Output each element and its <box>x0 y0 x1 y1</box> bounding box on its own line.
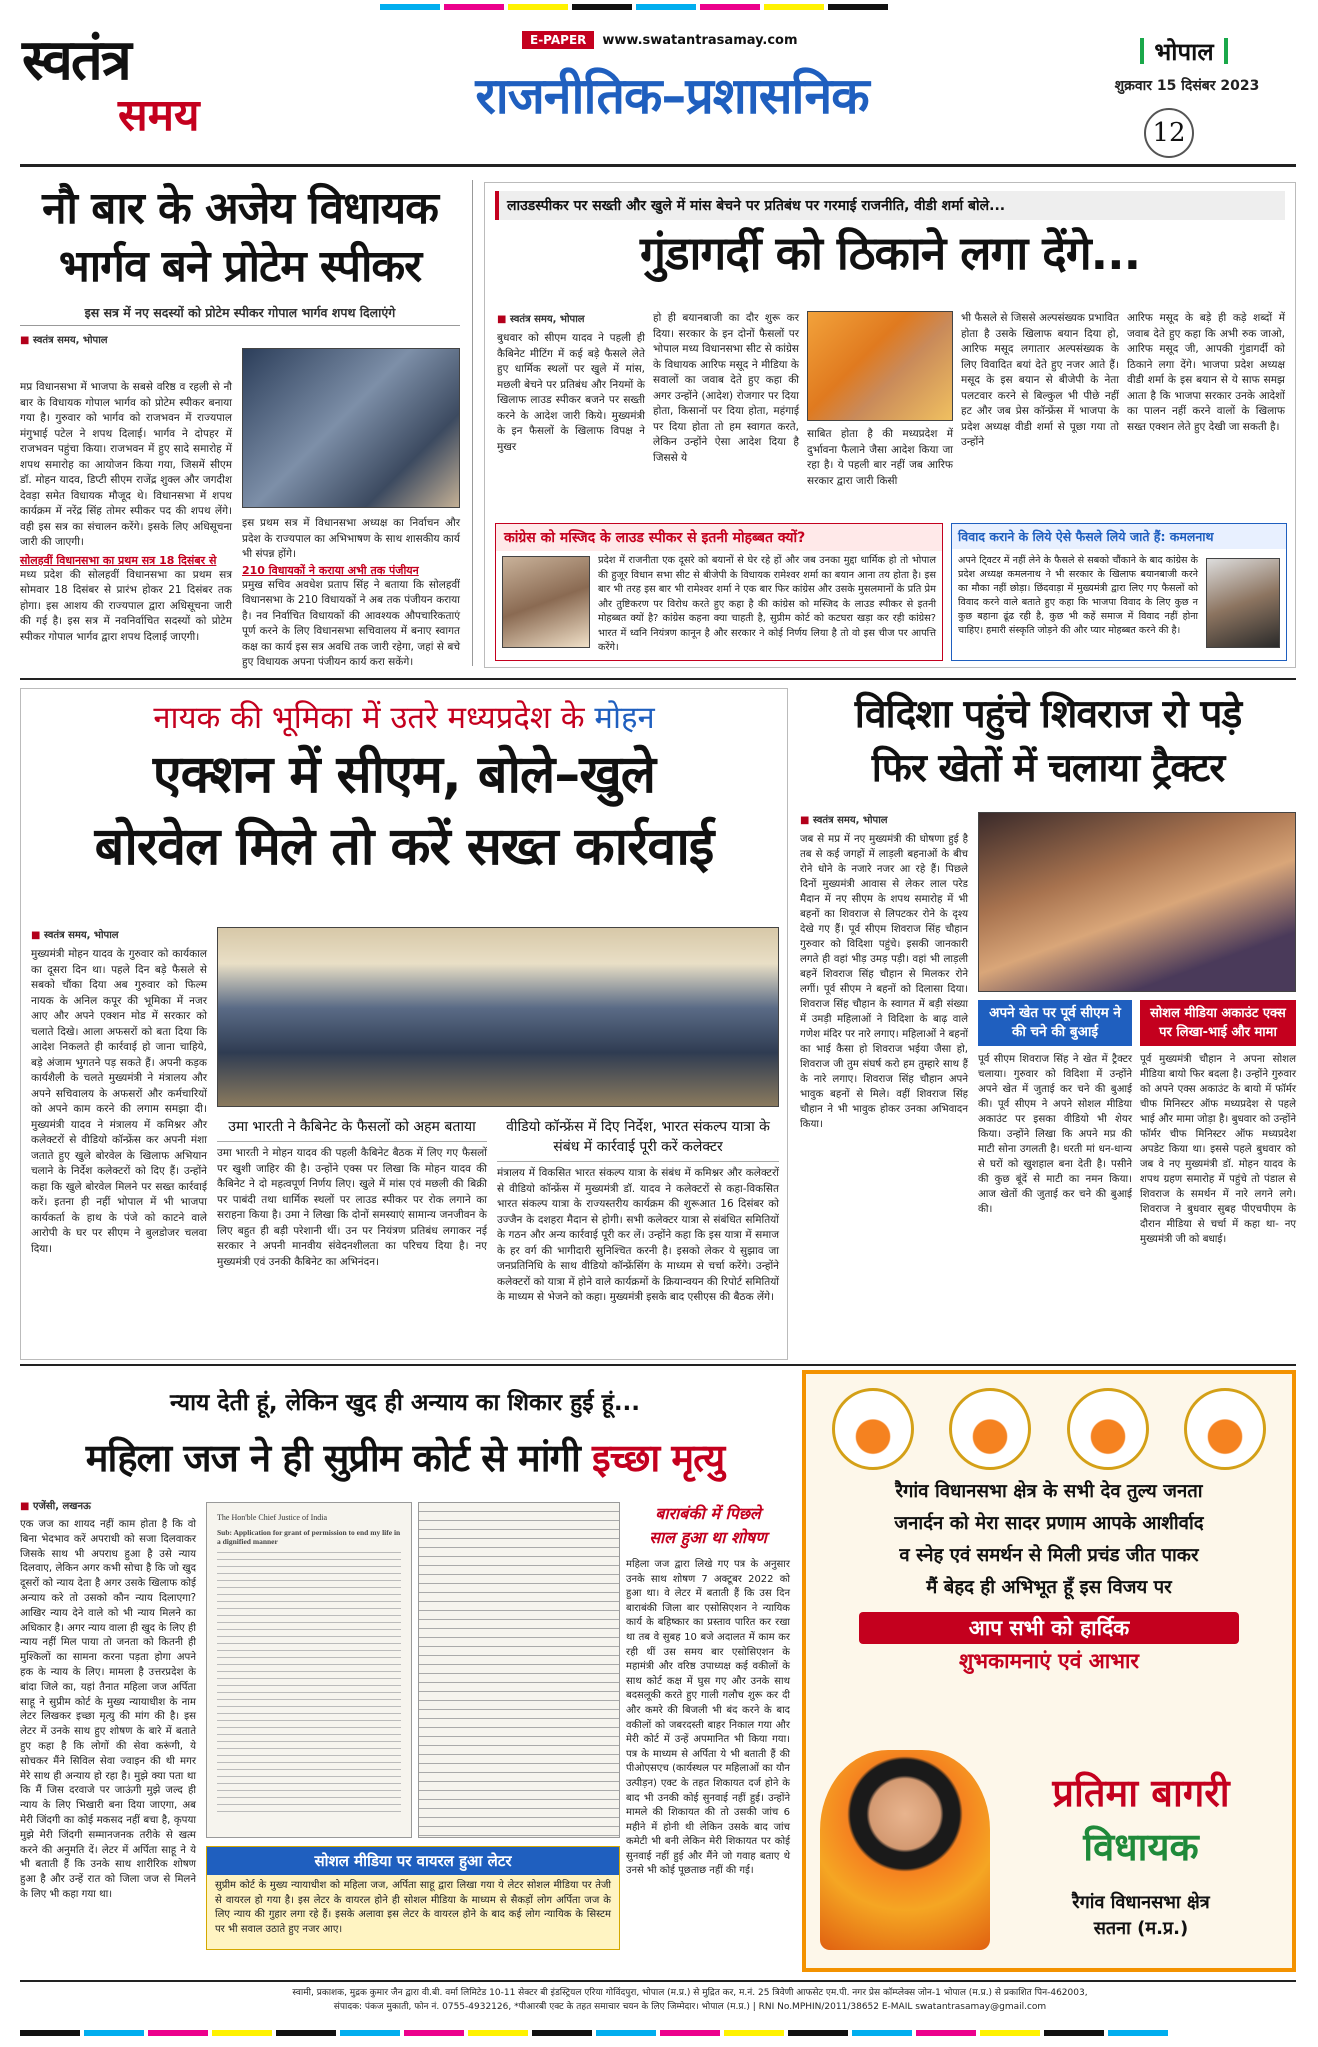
judge-letter-page1: The Hon'ble Chief Justice of India Sub: Application for grant of permission to end my life in a dignified manner <box>206 1502 412 1838</box>
story4-col1: ■ स्वतंत्र समय, भोपाल जब से मप्र में नए मुख्यमंत्री की घोषणा हुई है तब से कई जगहों में लाड़ली बहनाओं के बीच रोने धोने के नजारे नजर आ रहे हैं। पिछले दिनों मुख्यमंत्री आवास से लेकर लाल परेड मैदान में नए सीएम के शपथ समारोह में भी बहनों का शिवराज से लिपटकर रोने के दृश्य देखे गए हैं। पूर्व सीएम शिवराज सिंह चौहान गुरुवार को विदिशा पहुंचे। इसकी जानकारी लगते ही वहां भीड़ उमड़ पड़ी। वहां भी लाड़ली बहनें शिवराज सिंह चौहान से मिलकर रोने लगीं। पूर्व सीएम ने बहनों को दिलासा दिया। शिवराज सिंह चौहान के स्वागत में बड़ी संख्या में उमड़ी महिलाओं ने विदिशा के बाढ़ वाले गणेश मंदिर पर नारे लगाए। महिलाओं ने बहनों का भाई कैसा हो शिवराज भईया जैसा हो, शिवराज जी तुम संघर्ष करो हम तुम्हारे साथ हैं के नारे लगाए। शिवराज सिंह चौहान अपने भावुक बहनों से मिले। वहीं शिवराज सिंह चौहान ने भी भावुक होकर उनका अभिवादन किया। <box>800 812 968 1132</box>
photo-pratima-bagri <box>820 1750 990 1950</box>
photo-vd-sharma <box>807 311 953 421</box>
page-number: 12 <box>1144 108 1194 158</box>
logo <box>22 28 272 168</box>
story5-col1: ■ एजेंसी, लखनऊ एक जज का शायद नहीं काम होता है कि वो बिना भेदभाव करें अपराधी को सजा दिलवाकर जिसके साथ भी अपराध हुआ है उसे न्याय दिलवाए, लेकिन अगर कभी सोचा है कि जो खुद दूसरों को न्याय देता है अगर उसके खिलाफ कोई अन्याय करे तो उसको कौन न्याय दिलाएगा? आखिर न्याय देने वाले को भी न्याय मिलने का अधिकार है। अगर न्याय वाला ही खुद के लिए ही न्याय नहीं मिल पाया तो जनता को कितनी ही मुश्किलों का सामना करना पड़ता होगा अपने हक के न्याय के लिए। मामला है उत्तरप्रदेश के बांदा जिले का, यहां तैनात महिला जज अर्पिता साहू ने सुप्रीम कोर्ट के मुख्य न्यायाधीश के नाम लेटर लिखकर इच्छा मृत्यु की मांग की है। इस लेटर में उनके साथ हुए शोषण के बारे में बताते हुए कहा है कि लोगों की सेवा करूंगी, ये सोचकर मैंने सिविल सेवा ज्वाइन की थी मगर मेरे साथ ही अन्याय हो रहा है। मुझे क्या पता था कि मैं जिस दरवाजे पर जाऊंगी मुझे जल्द ही न्याय के लिए भिखारी बना दिया जाएगा, अब मेरी जिंदगी का कोई मकसद नहीं बचा है, कृपया मुझे मेरी जिंदगी सम्मानजनक तरीके से खत्म करने की अनुमति दें। लेटर में अर्पिता साहू ने ये भी बताती हैं कि उनके साथ शारीरिक शोषण हुआ है और उन्हें रात को जिला जज से मिलने के लिए भी कहा गया था। <box>20 1498 196 1903</box>
section-divider-2 <box>20 1364 1296 1366</box>
section-divider-1 <box>20 678 1296 680</box>
ad-designation: विधायक <box>1083 1825 1199 1869</box>
headline-protem-l1: नौ बार के अजेय विधायक <box>42 183 438 234</box>
epaper-label: E-PAPER <box>522 31 594 49</box>
ad-message: रैगांव विधानसभा क्षेत्र के सभी देव तुल्य जनता जनार्दन को मेरा सादर प्रणाम आपके आशीर्वाद व स्नेह एवं समर्थन से मिली प्रचंड जीत पाकर मैं बेहद ही अभिभूत हूँ इस विजय पर <box>894 1481 1204 1598</box>
column-divider-1 <box>472 180 473 666</box>
ad-lotus-row <box>806 1374 1292 1476</box>
caption-video-conference: वीडियो कॉन्फ्रेंस में दिए निर्देश, भारत संकल्प यात्रा के संबंध में कार्रवाई पूरी करें कलेक्टर <box>497 1117 779 1162</box>
story-protem-speaker <box>20 180 460 680</box>
box-kamalnath-text: अपने टि्वटर में नहीं लेने के फैसले से सबको चौंकाने के बाद कांग्रेस के प्रदेश अध्यक्ष कमलनाथ ने भी सरकार के खिलाफ बयानबाजी करने का मौका नहीं छोड़ा। छिंदवाड़ा में मुख्यमंत्री द्वारा लिए गए फैसलों को विवाद करने वाले बताते हुए कहा कि भाजपा विवाद के लिए कुछ न कुछ बहाना ढूंढ रही है, कुछ भी कहें समाज में विवाद नहीं होना चाहिए। हमारी संस्कृति जोड़ने की और प्यार मोहब्बत करने की है। <box>958 555 1198 636</box>
headline-protem-l2: भार्गव बने प्रोटेम स्पीकर <box>58 241 422 292</box>
column-protem-1: मप्र विधानसभा में भाजपा के सबसे वरिष्ठ व रहली से नौ बार के विधायक गोपाल भार्गव को प्रोटेम स्पीकर बनाया गया है। गुरुवार को भार्गव को राजभवन में राज्यपाल मंगुभाई पटेल ने शपथ दिलाई। भार्गव ने दोपहर में राजभवन पहुंचा किया। राजभवन में हुए सादे समारोह में शपथ समारोह का आयोजन किया गया, जिसमें सीएम डॉ. मोहन यादव, डिप्टी सीएम राजेंद्र शुक्ल और जगदीश देवड़ा समेत विधायक मौजूद थे। विधानसभा में शपथ कार्यक्रम में नरेंद्र सिंह तोमर स्पीकर पद की शपथ लेंगे। वही इस सत्र का संचालन करेंगे। इसके लिए अधिसूचना जारी की जाएगी। सोलहवीं विधानसभा का प्रथम सत्र 18 दिसंबर से मध्य प्रदेश की सोलहवीं विधानसभा का प्रथम सत्र सोमवार 18 दिसंबर से प्रारंभ होकर 21 दिसंबर तक होगा। इस आशय की राज्यपाल द्वारा अधिसूचना जारी की गई है। इस सत्र में नवनिर्वाचित सदस्यों को प्रोटेम स्पीकर गोपाल भार्गव द्वारा शपथ दिलाई जाएगी। <box>20 381 232 643</box>
story3-col-a: उमा भारती ने कैबिनेट के फैसलों को अहम बताया उमा भारती ने मोहन यादव की पहली कैबिनेट बैठक में लिए गए फैसलों पर खुशी जाहिर की है। उन्होंने एक्स पर लिखा कि मोहन यादव की कैबिनेट ने दो महत्वपूर्ण निर्णय लिए। खुले में मांस एवं मछली की बिक्री पर पाबंदी तथा धार्मिक स्थलों पर लाउड स्पीकर पर रोक लगाने का सराहना किया है। उमा ने लिखा कि दोनों समस्याएं सामान्य जनजीवन के लिए बहुत ही बड़ी परेशानी थीं। उन पर नियंत्रण प्रतिबंध लगाकर नई सरकार ने अपनी मानवीय संवेदनशीलता का परिचय दिया है। नए मुख्यमंत्री एवं उनकी कैबिनेट का अभिनंदन। <box>217 1119 487 1268</box>
lotus-icon <box>949 1388 1031 1470</box>
photo-cabinet-meeting <box>217 927 779 1107</box>
box-social-bio-head: सोशल मीडिया अकाउंट एक्स पर लिखा-भाई और मामा <box>1140 1000 1296 1046</box>
box-loudspeaker-text: प्रदेश में राजनीता एक दूसरे को बयानों से घेर रहे हों और जब उनका मुद्दा धार्मिक हो तो भोपाल की हुजूर विधान सभा सीट से बीजेपी के विधायक रामेश्वर शर्मा का बयान आना तय होता है। इस बार भी तरह इस बार भी रामेश्वर शर्मा ने एक बार फिर कांग्रेस और उसके मुसलमानों के प्रति प्रेम और तुष्टिकरण पर विरोध करते हुए कहा है की कांग्रेस को मस्जिद के लाउड स्पीकर से इतनी मोहब्बत क्यों है? कांग्रेस कहना क्या चाहती है, सुप्रीम कोर्ट को कटघरा खड़ा कर रही कांग्रेस? भारत में ध्वनि नियंत्रण कानून है और सरकार ने कोई निर्णय लिया है तो वो इस चीज पर आपत्ति करेंगे। <box>598 555 936 653</box>
box-viral-letter-text: सुप्रीम कोर्ट के मुख्य न्यायाधीश को महिला जज, अर्पिता साहू द्वारा लिखा गया ये लेटर सोशल मीडिया पर तेजी से वायरल हो गया है। इस लेटर के वायरल होने ही सोशल मीडिया के माध्यम से सैकड़ों लोग अर्पिता जज के लिए न्याय की गुहार लगा रहे हैं। इसके अलावा इस लेटर के वायरल होने के बाद कई लोग न्यायिक के सिस्टम पर भी सवाल उठाते हुए नजर आए। <box>215 1880 611 1935</box>
box-loudspeaker <box>495 523 943 661</box>
box-kamalnath-head: विवाद कराने के लिये ऐसे फैसले लिये जाते हैं: कमलनाथ <box>952 524 1286 549</box>
box-barabanki-text: महिला जज द्वारा लिखे गए पत्र के अनुसार उनके साथ शोषण 7 अक्टूबर 2022 को हुआ था। वे लेटर में बताती हैं कि उस दिन बाराबंकी जिला बार एसोसिएशन ने न्यायिक कार्य के बहिष्कार का प्रस्ताव पारित कर रखा था तब वे सुबह 10 बजे अदालत में काम कर रही थीं उस समय बार एसोसिएशन के महामंत्री और वरिष्ठ उपाध्यक्ष कई वकीलों के साथ कोर्ट कक्ष में घुस गए और उनके साथ बदसलूकी करते हुए गाली गलौच शुरू कर दी और कमरे की बिजली भी बंद करने के बाद वकीलों को जबरदस्ती बाहर निकाल गया और मेरी कोर्ट में उन्हें अपमानित भी किया गया। पत्र के माध्यम से अर्पिता ये भी बताती हैं की पीओएसएच (कार्यस्थल पर महिलाओं का यौन उत्पीड़न) एक्ट के तहत शिकायत दर्ज होने के बाद भी उनकी कोई सुनवाई नहीं हुई। उन्होंने मामले की शिकायत की तो उसकी जांच 6 महीने में होनी थी लेकिन उसके बाद जांच कमेटी भी बनी लेकिन मेरी शिकायत पर कोई सुनवाई नहीं हुई और मैंने जो गवाह बताए थे उनसे भी कोई पूछताछ नहीं की गई। <box>626 1559 790 1877</box>
box-tractor-text: पूर्व सीएम शिवराज सिंह ने खेत में ट्रैक्टर चलाया। गुरुवार को विदिशा में उन्होंने अपने खेत में जुताई कर चने की बुआई की। पूर्व सीएम ने अपने सोशल मीडिया अकाउंट पर इसका वीडियो भी शेयर किया। उन्होंने लिखा कि अपने मप्र की माटी सोना उगलती है। धरती मां धन-धान्य से घरों को खुशहाल बना देती है। पसीने की कुछ बूंदें से माटी का नमन किया। आज खेतों की जुताई कर चने की बुआई की। <box>978 1054 1132 1215</box>
judge-letter-page2 <box>418 1502 620 1838</box>
website-link[interactable]: www.swatantrasamay.com <box>602 32 798 48</box>
photo-kamalnath <box>1206 558 1280 648</box>
advertisement-pratima-bagri[interactable] <box>802 1370 1296 1972</box>
masthead-divider <box>20 164 1296 167</box>
headline-vd-sharma: गुंडागर्दी को ठिकाने लगा देंगे... <box>639 226 1141 280</box>
box-barabanki-head: बाराबंकी में पिछले साल हुआ था शोषण <box>649 1504 767 1547</box>
byline-protem: ■ स्वतंत्र समय, भोपाल <box>20 332 460 346</box>
story2-col2: हो ही बयानबाजी का दौर शुरू कर दिया। सरकार के इन दोनों फैसलों पर भोपाल मध्य विधानसभा सीट से कांग्रेस के विधायक आरिफ मसूद ने मीडिया के सवालों का जवाब देते हुए कहा की अगर उन्होंने (आदेश) रोजगार पर दिया होता, किसानों पर दिया होता, महंगाई पर दिया होता तो हम स्वागत करते, लेकिन उन्होंने ऐसा आदेश दिया है जिससे ये <box>653 312 799 464</box>
subhead-protem: इस सत्र में नए सदस्यों को प्रोटेम स्पीकर गोपाल भार्गव शपथ दिलाएंगे <box>20 304 460 326</box>
photo-shivraj-vidisha <box>978 812 1296 992</box>
box-barabanki <box>626 1502 790 1942</box>
lotus-icon <box>832 1388 914 1470</box>
kicker-cm-action: नायक की भूमिका में उतरे मध्यप्रदेश के मोहन <box>153 700 655 736</box>
epaper-bar <box>522 30 798 50</box>
story-vd-sharma <box>484 182 1296 668</box>
headline-judge: महिला जज ने ही सुप्रीम कोर्ट से मांगी इच्छा मृत्यु <box>85 1436 725 1480</box>
story-cm-action <box>20 688 788 1360</box>
city-block <box>1096 34 1272 68</box>
subhead-registration: 210 विधायकों ने कराया अभी तक पंजीयन <box>242 563 419 577</box>
lotus-icon <box>1067 1388 1149 1470</box>
ad-name-block <box>996 1766 1286 1942</box>
box-viral-letter <box>206 1846 620 1950</box>
headline-cm-action-l2: बोरवेल मिले तो करें सख्त कार्रवाई <box>94 817 714 877</box>
lotus-icon <box>1184 1388 1266 1470</box>
ad-constituency: रैगांव विधानसभा क्षेत्र <box>1072 1892 1210 1913</box>
box-viral-letter-head: सोशल मीडिया पर वायरल हुआ लेटर <box>207 1847 619 1875</box>
issue-date: शुक्रवार 15 दिसंबर 2023 <box>1114 78 1260 94</box>
box-kamalnath <box>951 523 1287 661</box>
story3-col-b: वीडियो कॉन्फ्रेंस में दिए निर्देश, भारत संकल्प यात्रा के संबंध में कार्रवाई पूरी करें कलेक्टर मंत्रालय में विकसित भारत संकल्प यात्रा के संबंध में कमिश्नर और कलेक्टरों से वीडियो कॉन्फ्रेंस में मुख्यमंत्री डॉ. यादव ने कलेक्टरों से कहा-विकसित भारत संकल्प यात्रा के राज्यस्तरीय कार्यक्रम की शुरूआत 16 दिसंबर को उज्जैन के दशहरा मैदान से होगी। सभी कलेक्टर यात्रा से संबंधित समितियों के गठन और अन्य कार्रवाई पूरी कर लें। उन्होंने कहा कि इस यात्रा में समाज के हर वर्ग की भागीदारी सुनिश्चित करनी है। इसको लेकर ये सुझाव जा जनप्रतिनिधि के साथ वीडियो कॉन्फ्रेंसिंग के माध्यम से चर्चा करेंगे। उन्होंने कलेक्टरों को यात्रा में होने वाले कार्यक्रमों के क्रियान्वयन की रिपोर्ट समितियों के माध्यम से भेजने को कहा। मुख्यमंत्री इसके बाद एसीएस की बैठक लेंगे। <box>497 1119 779 1303</box>
kicker-vd-sharma: लाउडस्पीकर पर सख्ती और खुले में मांस बेचने पर प्रतिबंध पर गरमाई राजनीति, वीडी शर्मा बोले... <box>495 191 1285 220</box>
imprint-line2: संपादक: पंकज मुकाती, फोन नं. 0755-4932126, *पीआरबी एक्ट के तहत समाचार चयन के लिए जिम्मेदार। भोपाल (म.प्र.) | RNI No.MPHIN/2011/38652 E-MAIL swatantrasamay@gmail.com <box>333 2002 1047 2012</box>
story2-col1: ■ स्वतंत्र समय, भोपाल बुधवार को सीएम यादव ने पहली ही कैबिनेट मीटिंग में कई बड़े फैसले लेते हुए धार्मिक स्थलों पर खुले में मांस, मछली बेचने पर प्रतिबंध और नियमों के खिलाफ लाउड स्पीकर बजने पर सख्ती करने के आदेश जारी किये। मुख्यमंत्री के इन फैसलों के खिलाफ विपक्ष ने मुखर <box>497 311 645 455</box>
headline-shivraj-l2: फिर खेतों में चलाया ट्रैक्टर <box>871 746 1225 791</box>
subhead-session-date: सोलहवीं विधानसभा का प्रथम सत्र 18 दिसंबर से <box>20 553 217 567</box>
story3-col1: ■ स्वतंत्र समय, भोपाल मुख्यमंत्री मोहन यादव के गुरुवार को कार्यकाल का दूसरा दिन था। पहले दिन बड़े फैसले से सबको चौंका दिया अब गुरुवार को फिल्म नायक के अनिल कपूर की भूमिका में नजर आए और अपने एक्शन मोड में सरकार को चलाते दिखे। आला अफसरों को बता दिया कि आदेश निकलते ही कार्रवाई हो जाना चाहिये, बड़े अंजाम भुगतने पड़ सकते हैं। अपनी कड़क कार्यशैली के चलते मुख्यमंत्री ने मंत्रालय और अपने सचिवालय के अफसरों और कर्मचारियों को अपने काम करने की लगाम समझा दी। मुख्यमंत्री यादव ने मंत्रालय में कमिश्नर और कलेक्टरों से वीडियो कॉन्फ्रेंस कर अपनी मंशा जताते हुए खुले बोरवेल के खिलाफ अभियान चलाने के निर्देश कलेक्टरों को दिए हैं। उन्होंने कहा कि खुले बोरवेल मिलने पर सख्त कार्रवाई करें। इतना ही नहीं भोपाल में भी भाजपा कार्यकर्ता के हाथ के पंजे को काटने वाले आरोपी के घर पर सीएम ने बुलडोजर चलवा दिया। <box>31 927 207 1257</box>
kicker-judge: न्याय देती हूं, लेकिन खुद ही अन्याय का शिकार हुई हूं... <box>169 1390 641 1416</box>
photo-rameshwar-sharma <box>502 556 590 648</box>
column-protem-2: इस प्रथम सत्र में विधानसभा अध्यक्ष का निर्वाचन और प्रदेश के राज्यपाल का अभिभाषण के साथ शासकीय कार्य भी संपन्न होंगे। 210 विधायकों ने कराया अभी तक पंजीयन प्रमुख सचिव अवधेश प्रताप सिंह ने बताया कि सोलहवीं विधानसभा के 210 विधायकों ने अब तक पंजीयन कराया है। नव निर्वाचित विधायकों की आवश्यक औपचारिकताएं पूर्ण करने के लिए विधानसभा सचिवालय में बनाए स्वागत कक्ष का कार्य इस सत्र अवधि तक जारी रहेगा, जहां से बचे हुए विधायक अपना पंजीयन कार्य करा सकेंगे। <box>242 517 460 668</box>
ad-greeting: आप सभी को हार्दिक शुभकामनाएं एवं आभार <box>859 1612 1239 1678</box>
caption-uma-bharti: उमा भारती ने कैबिनेट के फैसलों को अहम बताया <box>217 1117 487 1142</box>
box-tractor-head: अपने खेत पर पूर्व सीएम ने की चने की बुआई <box>978 1000 1132 1046</box>
imprint <box>90 1986 1290 2014</box>
masthead <box>0 0 1318 160</box>
photo-protem-oath <box>242 348 460 508</box>
story2-col5: आरिफ मसूद के बड़े ही कड़े शब्दों में जवाब देते हुए कहा कि अभी रुक जाओ, आरिफ मसूद जी, आपकी गुंडागर्दी को ठिकाने लगा देंगे। भाजपा प्रदेश अध्यक्ष वीडी शर्मा के इस बयान से ये साफ समझ आता है कि भाजपा सरकार उनके आदेशों का पालन नहीं करने वालों के खिलाफ सख्त एक्शन लेते हुए देखी जा सकती है। <box>1127 312 1285 433</box>
imprint-line1: स्वामी, प्रकाशक, मुद्रक कुमार जैन द्वारा वी.बी. वर्मा लिमिटेड 10-11 सेक्टर बी इंडस्ट्रियल एरिया गोविंदपुरा, भोपाल (म.प्र.) से मुद्रित कर, म.नं. 25 त्रिवेणी आफसेट एम.पी. नगर प्रेस कॉम्प्लेक्स जोन-1 भोपाल (म.प्र.) से प्रकाशित पिन-462003, <box>292 1988 1088 1998</box>
color-registration-strip-bottom <box>20 2030 1296 2036</box>
logo-line1: स्वतंत्र <box>22 27 130 93</box>
story-shivraj-vidisha <box>800 688 1296 1360</box>
ad-name: प्रतिमा बागरी <box>1052 1771 1230 1815</box>
headline-shivraj-l1: विदिशा पहुंचे शिवराज रो पड़े <box>854 692 1242 737</box>
box-social-bio <box>1140 1000 1296 1358</box>
section-title: राजनीतिक–प्रशासनिक <box>475 67 869 125</box>
box-tractor <box>978 1000 1132 1358</box>
story2-col4: भी फैसले से जिससे अल्पसंख्यक प्रभावित होता है उसके खिलाफ बयान दिया हो, आरिफ मसूद लगातार अल्पसंख्यक के लिए विवादित बयां देते हुए नजर आते हैं। मसूद के इस बयान से बीजेपी के नेता पलटवार करने से बिल्कुल भी पीछे नहीं हट और जब प्रेस कॉन्फ्रेंस में भाजपा के प्रदेश अध्यक्ष वीडी शर्मा से पूछा गया तो उन्होंने <box>961 312 1119 448</box>
headline-cm-action-l1: एक्शन में सीएम, बोले–खुले <box>152 745 656 805</box>
logo-line2: समय <box>118 90 200 141</box>
box-social-bio-text: पूर्व मुख्यमंत्री चौहान ने अपना सोशल मीडिया बायो फिर बदला है। उन्होंने गुरुवार को अपने एक्स अकाउंट के बायो में फॉर्मर चीफ मिनिस्टर ऑफ मध्यप्रदेश से पहले भाई और मामा जोड़ा है। बुधवार को उन्होंने फॉर्मर चीफ मिनिस्टर ऑफ मध्यप्रदेश अपडेट किया था। इससे पहले बुधवार को जब वे नए मुख्यमंत्री डॉ. मोहन यादव के शपथ ग्रहण समारोह में पहुंचे तो पंडाल से शिवराज के समर्थन में नारे लगने लगे। शिवराज ने बुधवार सुबह पीएचपीएम के दौरान मीडिया से चर्चा में कहा था- नए मुख्यमंत्री जी को बधाई। <box>1140 1054 1296 1245</box>
footer-divider <box>20 1980 1296 1982</box>
box-loudspeaker-head: कांग्रेस को मस्जिद के लाउड स्पीकर से इतनी मोहब्बत क्यों? <box>496 524 942 551</box>
ad-district: सतना (म.प्र.) <box>1093 1918 1189 1939</box>
city-label: भोपाल <box>1154 37 1214 66</box>
story2-col3: साबित होता है की मध्यप्रदेश में दुर्भावना फैलाने जैसा आदेश किया जा रहा है। ये पहली बार नहीं जब आरिफ सरकार द्वारा जारी किसी <box>807 428 953 487</box>
story-woman-judge <box>20 1372 790 1972</box>
